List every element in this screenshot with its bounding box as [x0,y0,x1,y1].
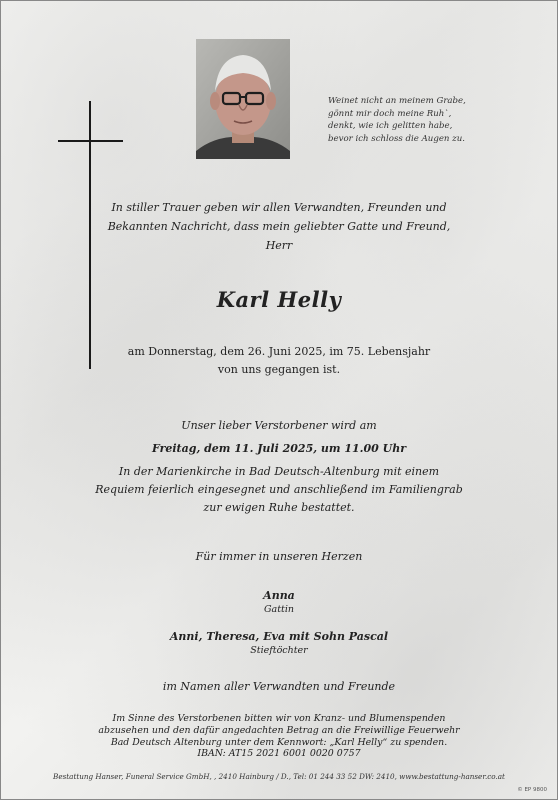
mourner-name: Anna [263,589,295,602]
announcement-line: Bekannten Nachricht, dass mein geliebter Gatte und Freund, [107,220,451,233]
mourner-name: Anni, Theresa, Eva mit Sohn Pascal [169,630,389,643]
service-date: Freitag, dem 11. Juli 2025, um 11.00 Uhr [151,442,407,455]
poem [328,95,538,145]
poem-line: Weinet nicht an meinem Grabe, [328,96,466,106]
service-line: In der Marienkirche in Bad Deutsch-Altenburg mit einem [118,465,440,478]
deceased-name: Karl Helly [216,287,342,312]
service-line: zur ewigen Ruhe bestattet. [203,501,355,514]
death-line: am Donnerstag, dem 26. Juni 2025, im 75. Lebensjahr [127,345,431,358]
portrait-image [196,39,290,159]
service-line: Requiem feierlich eingesegnet und anschließend im Familiengrab [95,483,463,496]
funeral-home-footer: Bestattung Hanser, Funeral Service GmbH, , 2410 Hainburg / D., Tel: 01 244 33 52 DW: 2410, www.bestattung-hanser.co.at [53,772,505,781]
donation-line: Bad Deutsch Altenburg unter dem Kennwort: „Karl Helly“ zu spenden. [110,736,448,748]
announcement-line: Herr [265,239,293,252]
cross-horizontal-bar [58,140,123,142]
portrait-photo [196,39,290,159]
forever-line: Für immer in unseren Herzen [195,550,363,563]
family-line: im Namen aller Verwandten und Freunde [162,680,396,693]
death-line: von uns gegangen ist. [217,363,341,376]
poem-line: bevor ich schloss die Augen zu. [328,133,465,144]
announcement-line: In stiller Trauer geben wir allen Verwandten, Freunden und [111,201,447,214]
donation-line: abzusehen und den dafür angedachten Betrag an die Freiwillige Feuerwehr [98,724,460,736]
death-notice [1,343,557,379]
service-intro: Unser lieber Verstorbener wird am [181,419,377,432]
donation-line: IBAN: AT15 2021 6001 0020 0757 [197,748,361,760]
mourner-role: Stieftöchter [250,645,308,656]
document-code: © EP 9800 [517,787,547,793]
mourner-role: Gattin [263,604,295,615]
service-details [1,463,557,517]
announcement-text [1,198,557,255]
poem-line: denkt, wie ich gelitten habe, [328,121,453,131]
donation-request [1,713,557,760]
poem-line: gönnt mir doch meine Ruh`, [328,108,452,119]
donation-line: Im Sinne des Verstorbenen bitten wir von Kranz- und Blumenspenden [112,713,446,724]
